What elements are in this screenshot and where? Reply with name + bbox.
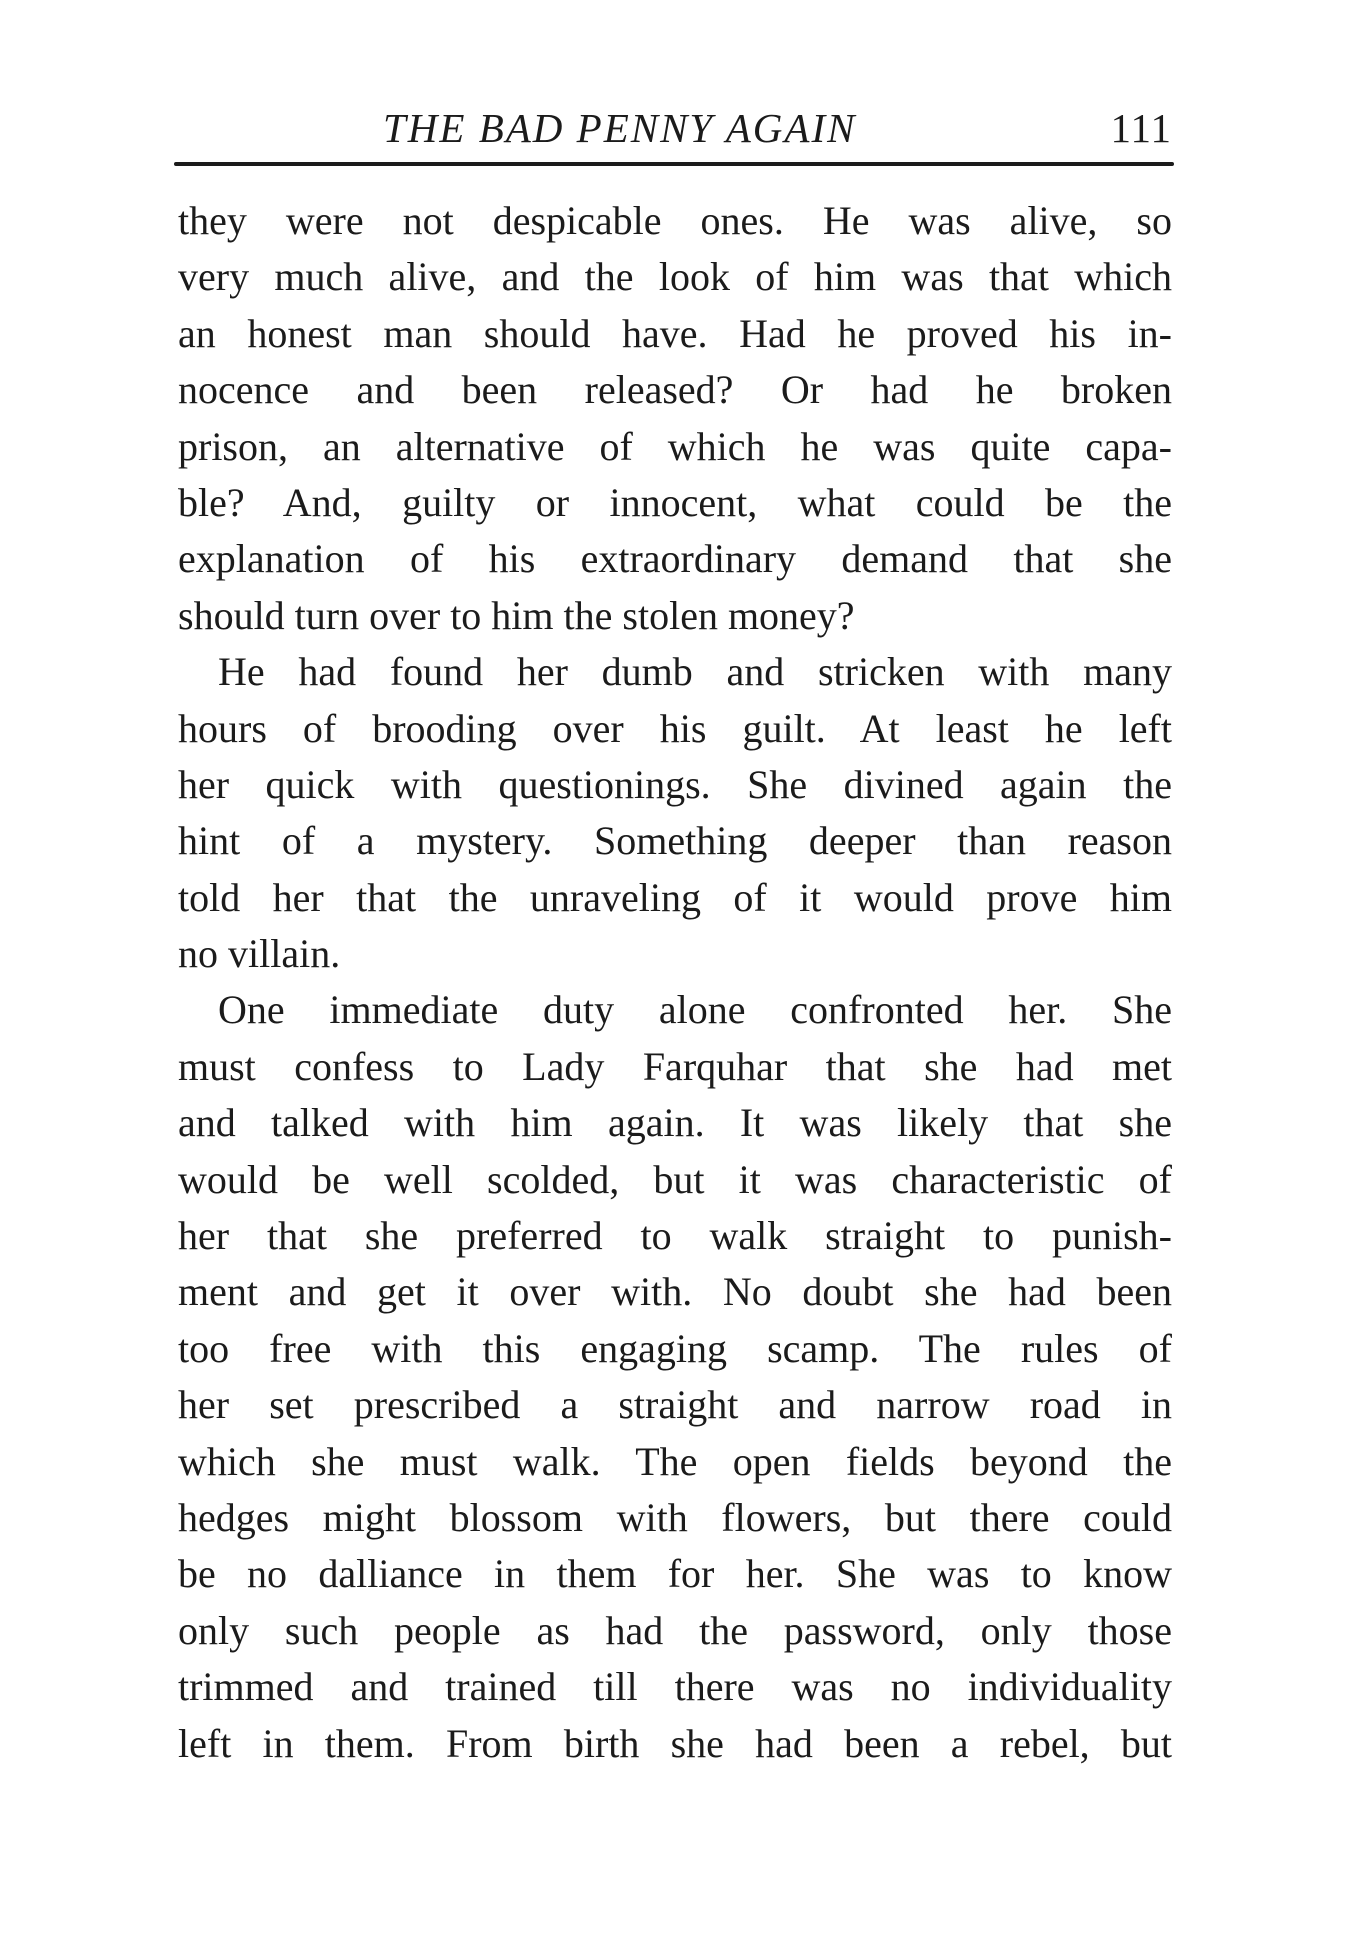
text-line: should turn over to him the stolen money? [178, 592, 855, 638]
text-line: prison, an alternative of which he was quite capa- [178, 423, 1172, 469]
text-line: which she must walk. The open fields beyond the [178, 1438, 1172, 1484]
paragraph-start-line: One immediate duty alone confronted her. She [218, 987, 1172, 1033]
text-line: left in them. From birth she had been a rebel, but [178, 1720, 1172, 1766]
text-line: and talked with him again. It was likely that she [178, 1100, 1172, 1146]
text-line: her quick with questionings. She divined again the [178, 761, 1172, 807]
text-line: hint of a mystery. Something deeper than reason [178, 818, 1172, 864]
text-line: an honest man should have. Had he proved his in- [178, 310, 1172, 356]
text-line: hedges might blossom with flowers, but there could [178, 1494, 1172, 1540]
text-line: must confess to Lady Farquhar that she had met [178, 1043, 1172, 1089]
text-line: would be well scolded, but it was characteristic of [178, 1156, 1172, 1202]
text-line: no villain. [178, 931, 341, 977]
text-line: too free with this engaging scamp. The rules of [178, 1325, 1172, 1371]
text-line: be no dalliance in them for her. She was to know [178, 1551, 1172, 1597]
paragraph-start-line: He had found her dumb and stricken with many [218, 649, 1172, 695]
text-line: they were not despicable ones. He was alive, so [178, 198, 1172, 243]
header-rule [174, 162, 1174, 166]
text-line: explanation of his extraordinary demand that she [178, 536, 1172, 582]
text-line: ble? And, guilty or innocent, what could be the [178, 479, 1172, 525]
text-line: only such people as had the password, only those [178, 1607, 1172, 1653]
running-head [178, 96, 1172, 160]
page-number: 111 [1110, 105, 1172, 151]
text-line: very much alive, and the look of him was that which [178, 254, 1172, 300]
text-line: told her that the unraveling of it would prove him [178, 874, 1172, 920]
text-line: ment and get it over with. No doubt she had been [178, 1269, 1172, 1315]
running-title: THE BAD PENNY AGAIN [383, 105, 857, 151]
text-line: hours of brooding over his guilt. At least he left [178, 705, 1172, 751]
text-line: nocence and been released? Or had he broken [178, 367, 1172, 413]
body-text [178, 193, 1172, 1772]
text-line: her set prescribed a straight and narrow road in [178, 1382, 1172, 1428]
text-line: her that she preferred to walk straight to punish- [178, 1213, 1172, 1259]
text-line: trimmed and trained till there was no individuality [178, 1664, 1172, 1710]
